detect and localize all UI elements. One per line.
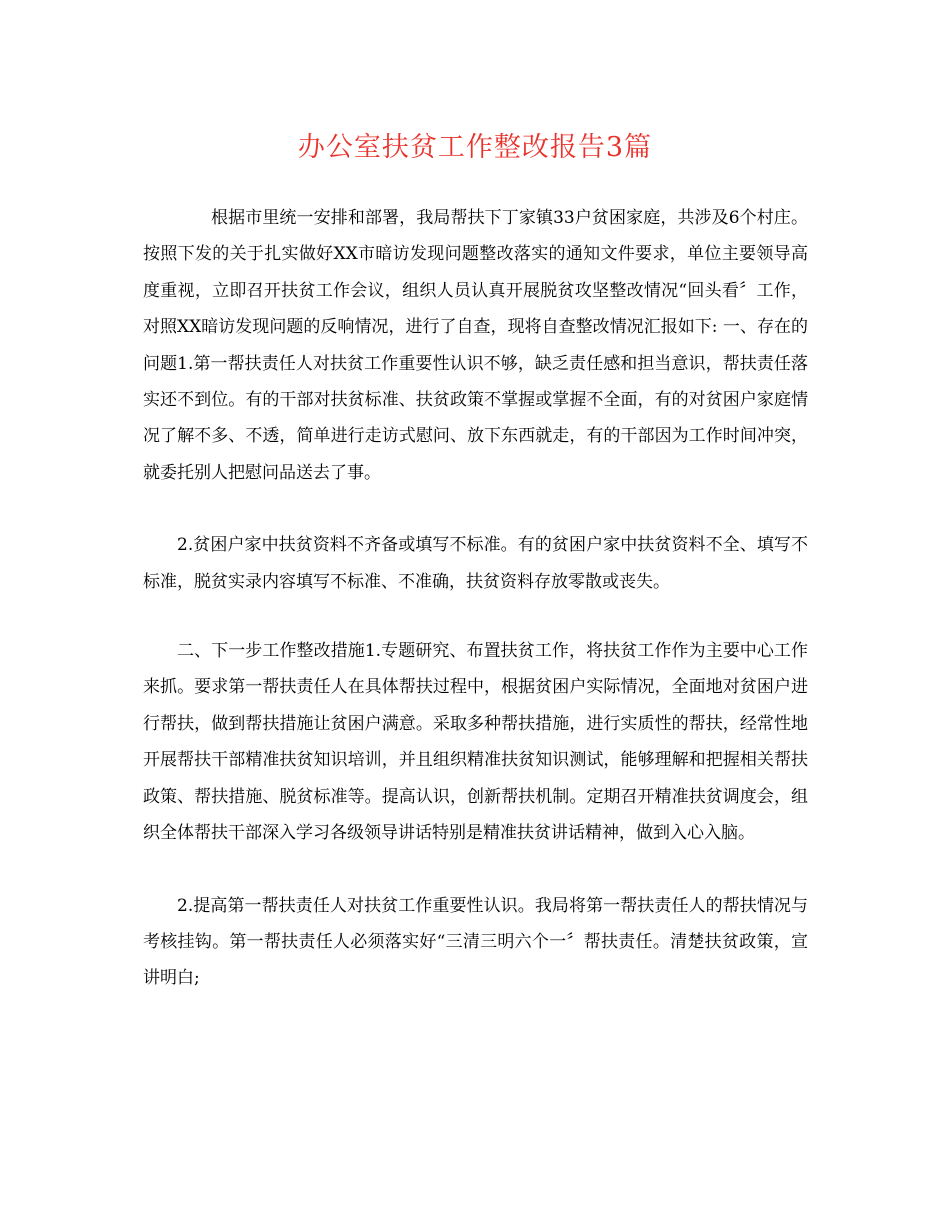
document-body bbox=[143, 200, 808, 997]
paragraph-measures-1: 二、下一步工作整改措施1.专题研究、布置扶贫工作，将扶贫工作作为主要中心工作来抓。要求第一帮扶责任人在具体帮扶过程中，根据贫困户实际情况，全面地对贫困户进行帮扶，做到帮扶措施让贫困户满意。采取多种帮扶措施，进行实质性的帮扶，经常性地开展帮扶干部精准扶贫知识培训，并且组织精准扶贫知识测试，能够理解和把握相关帮扶政策、帮扶措施、脱贫标准等。提高认识，创新帮扶机制。定期召开精准扶贫调度会，组织全体帮扶干部深入学习各级领导讲话特别是精准扶贫讲话精神，做到入心入脑。 bbox=[143, 641, 808, 844]
paragraph-intro: 根据市里统一安排和部署，我局帮扶下丁家镇33户贫困家庭，共涉及6个村庄。按照下发的关于扎实做好XX市暗访发现问题整改落实的通知文件要求，单位主要领导高度重视，立即召开扶贫工作会议，组织人员认真开展脱贫攻坚整改情况“回头看〞工作，对照XX暗访发现问题的反响情况，进行了自查，现将自查整改情况汇报如下: 一、存在的问题1.第一帮扶责任人对扶贫工作重要性认识不够，缺乏责任感和担当意识，帮扶责任落实还不到位。有的干部对扶贫标准、扶贫政策不掌握或掌握不全面，有的对贫困户家庭情况了解不多、不透，简单进行走访式慰问、放下东西就走，有的干部因为工作时间冲突，就委托别人把慰问品送去了事。 bbox=[143, 208, 808, 483]
document-title: 办公室扶贫工作整改报告3篇 bbox=[297, 132, 653, 163]
paragraph-measures-2: 2.提高第一帮扶责任人对扶贫工作重要性认识。我局将第一帮扶责任人的帮扶情况与考核挂钩。第一帮扶责任人必须落实好“三清三明六个一〞帮扶责任。清楚扶贫政策，宣讲明白; bbox=[143, 895, 808, 989]
paragraph-problem-2: 2.贫困户家中扶贫资料不齐备或填写不标准。有的贫困户家中扶贫资料不全、填写不标准，脱贫实录内容填写不标准、不准确，扶贫资料存放零散或丧失。 bbox=[143, 535, 808, 592]
